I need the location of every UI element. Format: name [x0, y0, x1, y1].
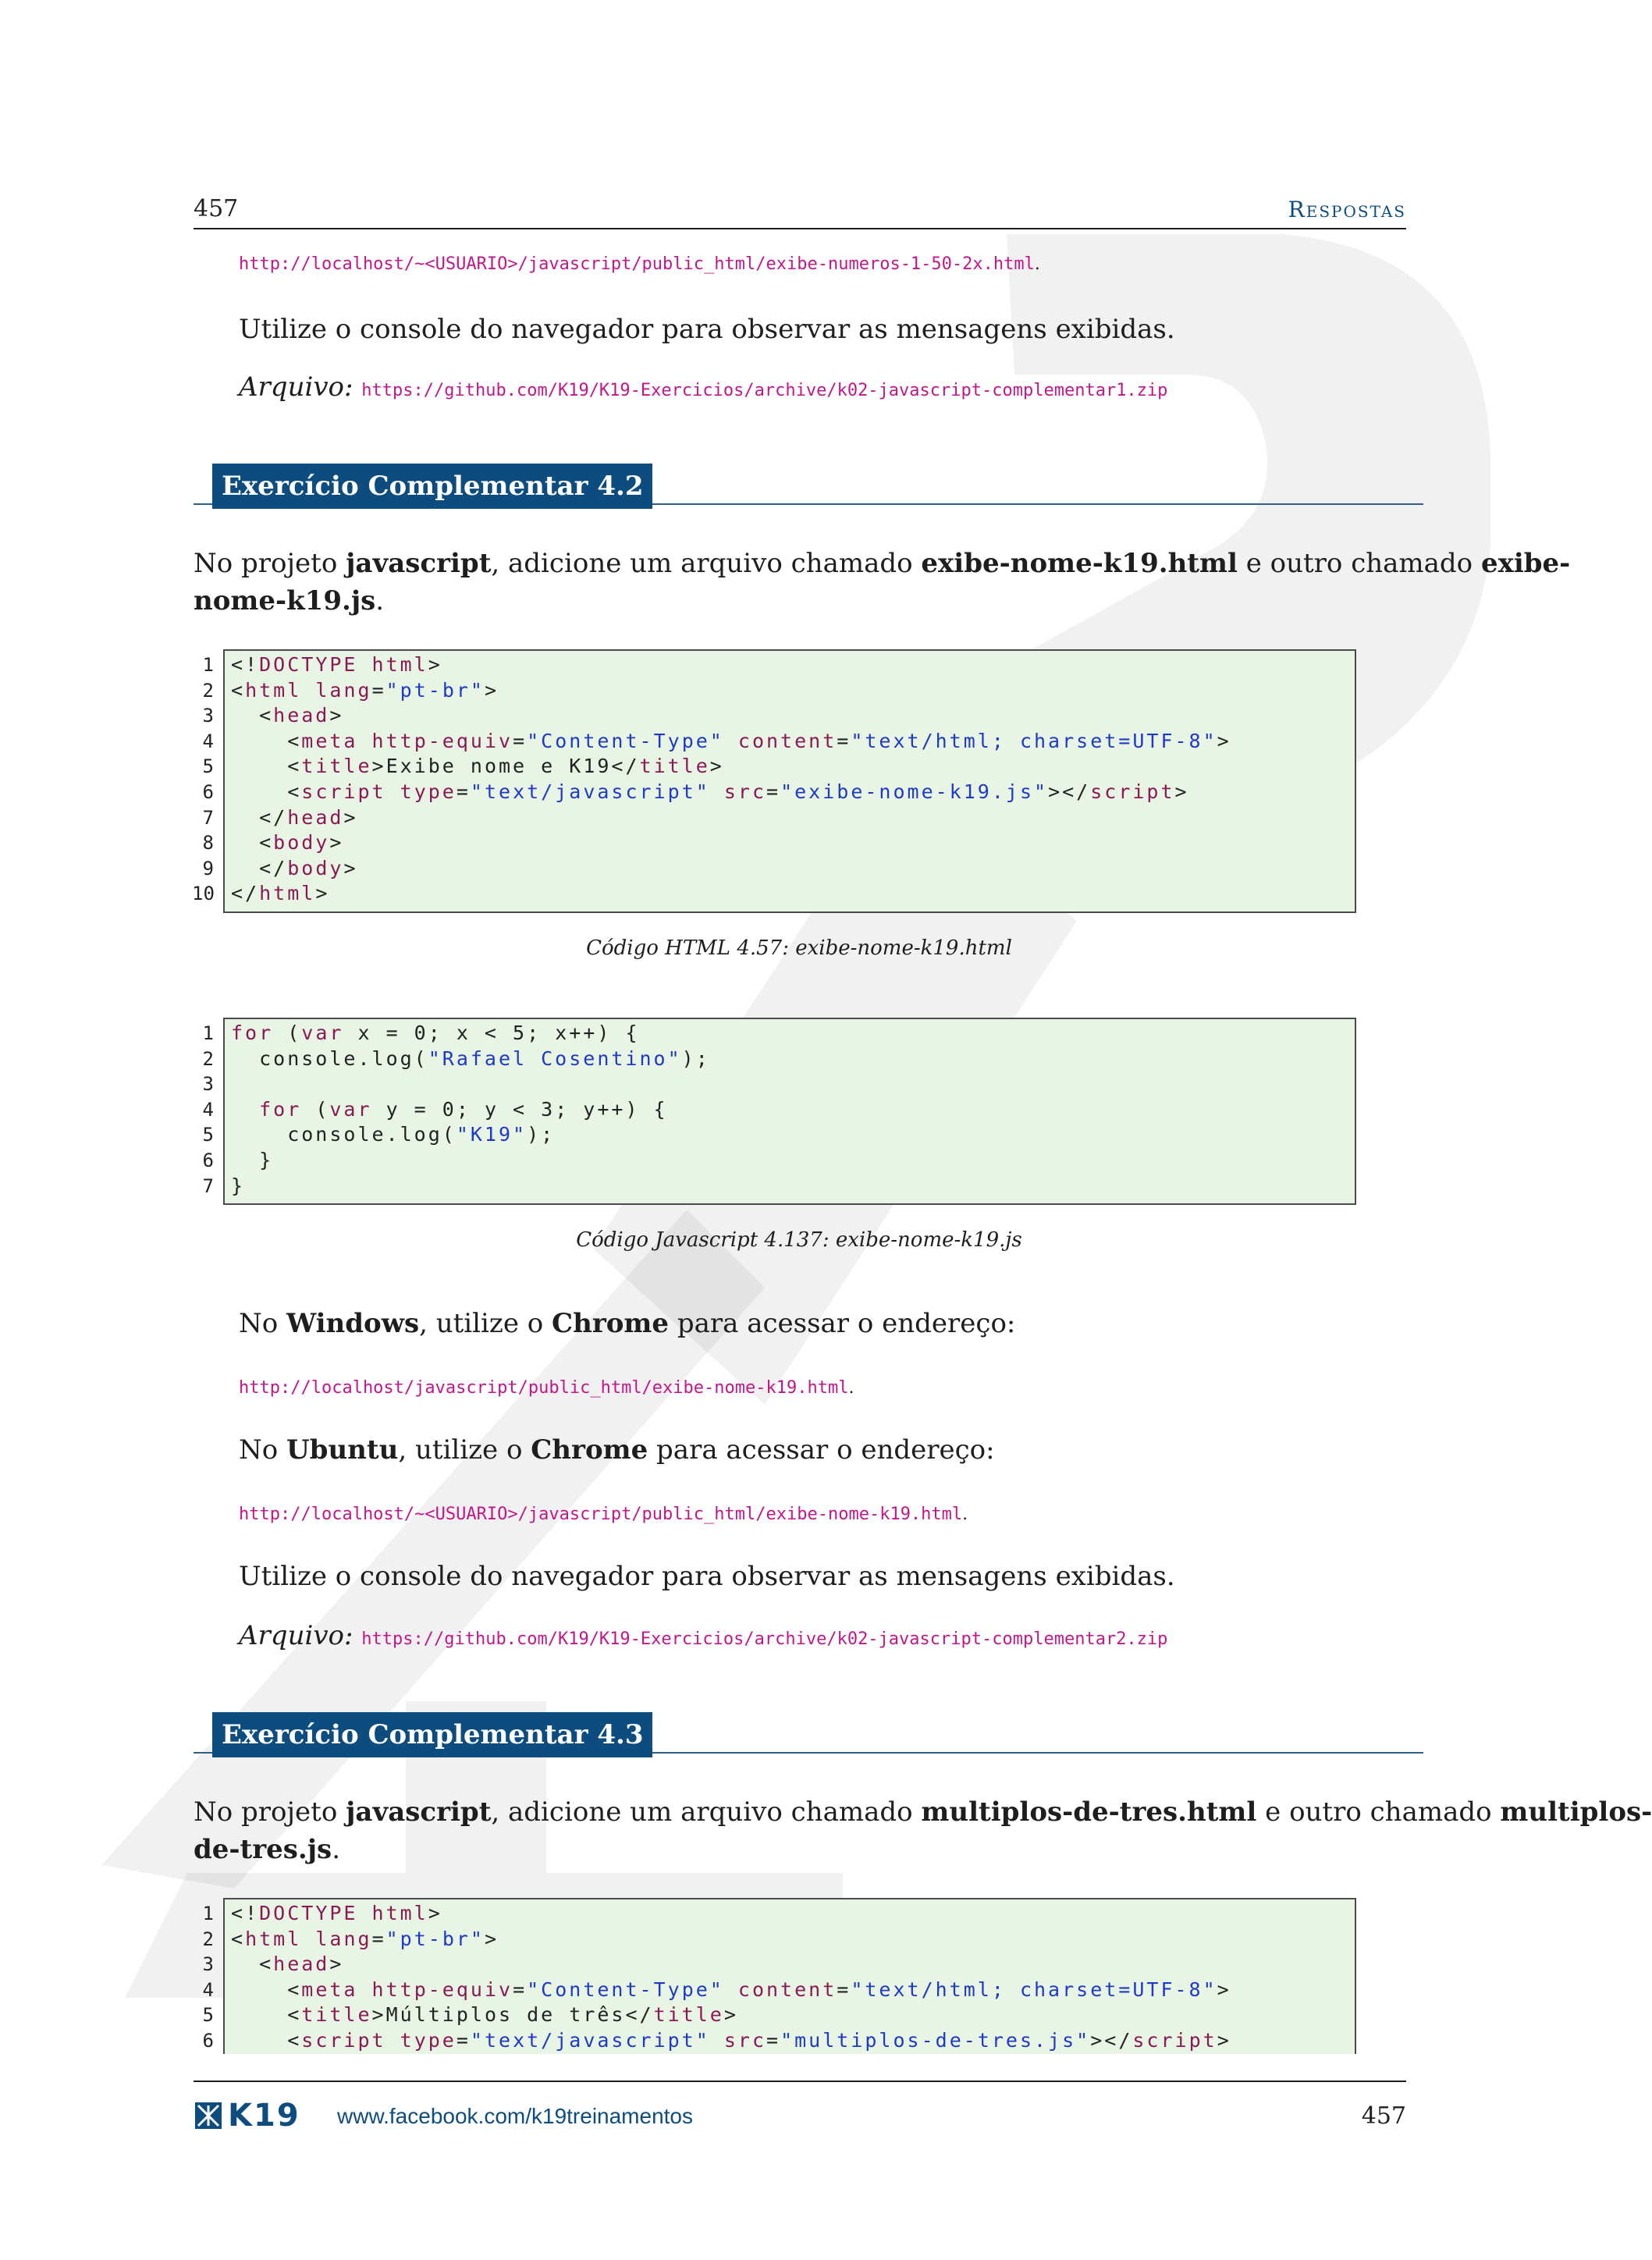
text: No projeto	[194, 1796, 346, 1828]
footer-rule	[194, 2081, 1406, 2082]
code-line-number: 4	[202, 730, 214, 752]
code-text: <	[231, 1953, 274, 1976]
code-line-number: 5	[202, 2004, 214, 2027]
file-name-js-part2: de-tres.js	[194, 1834, 332, 1865]
windows-url-line	[239, 1378, 854, 1398]
code-text: <	[231, 1978, 302, 2001]
code-string: "text/javascript"	[470, 780, 710, 803]
code-text: <	[231, 729, 302, 752]
code-line	[231, 780, 1189, 805]
code-text: >Múltiplos de três</	[371, 2003, 654, 2027]
code-keyword: html	[245, 1927, 302, 1950]
code-text	[386, 2029, 400, 2052]
code-text: >	[329, 1953, 344, 1976]
code-text: =	[371, 1927, 386, 1950]
code-keyword: html	[371, 653, 428, 676]
code-line	[231, 2028, 1231, 2053]
code-keyword: title	[653, 2003, 724, 2027]
intro-url-line	[239, 254, 1040, 274]
code-keyword: DOCTYPE	[259, 653, 358, 676]
code-keyword: var	[301, 1022, 344, 1044]
text: para acessar o endereço:	[669, 1308, 1016, 1339]
code-line	[231, 652, 442, 677]
url-suffix: .	[962, 1505, 968, 1524]
code-text: =	[837, 729, 851, 752]
section-42-paragraph-line2	[194, 582, 1570, 620]
code-keyword: type	[400, 2029, 457, 2052]
code-keyword: head	[287, 805, 344, 829]
code-line-number: 6	[202, 781, 214, 803]
intro-console-text: Utilize o console do navegador para observar as mensagens exibidas.	[239, 314, 1175, 345]
project-name: javascript	[346, 1796, 492, 1828]
text: No	[239, 1434, 287, 1466]
text: e outro chamado	[1256, 1796, 1501, 1828]
code-text: y = 0; y < 3; y++) {	[371, 1097, 668, 1121]
section-42-paragraph	[194, 545, 1570, 620]
code-string: "pt-br"	[385, 678, 485, 702]
code-keyword: body	[273, 831, 330, 855]
footer-page-number: 457	[1361, 2102, 1406, 2130]
code-text	[357, 653, 371, 676]
code-text: =	[456, 780, 471, 803]
code-text: );	[681, 1046, 710, 1070]
intro-url[interactable]: http://localhost/~<USUARIO>/javascript/public_html/exibe-numeros-1-50-2x.html	[239, 254, 1035, 274]
browser-name: Chrome	[552, 1308, 670, 1339]
code-js1-caption: Código Javascript 4.137: exibe-nome-k19.js	[576, 1228, 1022, 1252]
code-text	[357, 730, 371, 752]
code-text	[724, 1978, 738, 2001]
code-keyword: head	[273, 704, 330, 727]
code-text: >	[709, 755, 724, 778]
code-line	[231, 1021, 640, 1046]
footer-url[interactable]: www.facebook.com/k19treinamentos	[337, 2104, 693, 2128]
text: No projeto	[194, 548, 346, 579]
code-line	[231, 1097, 668, 1122]
code-string: "Content-Type"	[527, 729, 724, 752]
intro-arquivo-url[interactable]: https://github.com/K19/K19-Exercicios/archive/k02-javascript-complementar1.zip	[361, 381, 1168, 400]
code-keyword: script	[1090, 780, 1175, 803]
code-text	[710, 2029, 724, 2052]
code-line	[231, 805, 358, 830]
code-text: <	[231, 704, 274, 727]
code-line-number: 6	[202, 2030, 214, 2052]
code-line	[231, 2002, 738, 2027]
code-text	[301, 679, 315, 702]
code-keyword: src	[723, 780, 767, 803]
code-line	[231, 1148, 273, 1173]
code-line-number: 4	[202, 1098, 214, 1121]
os-name: Windows	[286, 1308, 420, 1339]
code-text: (	[301, 1097, 330, 1121]
code-html1-caption: Código HTML 4.57: exibe-nome-k19.html	[586, 936, 1012, 960]
code-text: x = 0; x < 5; x++) {	[343, 1022, 640, 1044]
code-keyword: head	[273, 1953, 330, 1976]
section-42-title: Exercício Complementar 4.2	[212, 464, 652, 509]
code-line-number: 2	[202, 1928, 214, 1950]
code-line	[231, 881, 329, 906]
section-42-paragraph-line1	[194, 545, 1570, 582]
text: .	[375, 585, 385, 617]
code-line	[231, 1901, 442, 1926]
code-text: </	[231, 805, 288, 829]
code-text: >	[723, 2003, 738, 2027]
header-page-number: 457	[194, 195, 239, 222]
code-keyword: html	[371, 1902, 428, 1924]
code-html1-block	[223, 649, 1356, 913]
code-line-number: 3	[202, 1953, 214, 1976]
code-line-number: 2	[202, 679, 214, 702]
code-keyword: script	[301, 780, 386, 803]
code-text: <	[231, 755, 302, 778]
code-text	[357, 1978, 371, 2001]
code-text: <	[231, 2003, 302, 2027]
code-keyword: for	[259, 1097, 302, 1121]
code-js1-block	[223, 1018, 1356, 1205]
code-line-number: 5	[202, 1124, 214, 1146]
code-line-number: 3	[202, 1073, 214, 1096]
code-string: "text/javascript"	[470, 2029, 710, 2052]
ubuntu-instruction	[239, 1431, 995, 1469]
code-text: >	[484, 678, 499, 702]
code-text: >	[329, 831, 344, 855]
section-43-title: Exercício Complementar 4.3	[212, 1712, 652, 1757]
code-text: >	[1217, 2029, 1231, 2052]
code-line-number: 10	[192, 883, 215, 905]
section-42-arquivo-label: Arquivo:	[239, 1620, 353, 1651]
code-string: "text/html; charset=UTF-8"	[851, 729, 1217, 752]
footer-logo	[195, 2098, 300, 2134]
code-keyword: content	[737, 729, 837, 752]
code-line-number: 6	[202, 1150, 214, 1171]
code-line	[231, 1174, 245, 1199]
code-line	[231, 678, 499, 703]
text: , adicione um arquivo chamado	[491, 1796, 922, 1828]
code-line-number: 1	[202, 1022, 214, 1044]
code-text: >	[428, 653, 442, 676]
code-keyword: lang	[315, 1927, 372, 1950]
code-text	[724, 730, 738, 752]
section-42-arquivo-line	[239, 1617, 1167, 1658]
code-line-number: 2	[202, 1047, 214, 1070]
code-line-number: 8	[202, 832, 214, 855]
code-line	[231, 754, 724, 779]
code-text: =	[837, 1978, 851, 2001]
code-line	[231, 1952, 343, 1977]
code-text: >	[428, 1902, 442, 1924]
code-string: "pt-br"	[385, 1927, 485, 1950]
code-string: "Content-Type"	[527, 1978, 724, 2001]
code-line-number: 1	[202, 654, 214, 676]
code-text: <!	[231, 1902, 260, 1924]
code-text: =	[371, 678, 386, 702]
code-keyword: DOCTYPE	[259, 1902, 358, 1924]
project-name: javascript	[346, 548, 492, 579]
section-43-paragraph-line2	[194, 1831, 1652, 1868]
code-keyword: var	[329, 1097, 372, 1121]
code-keyword: html	[259, 882, 316, 905]
code-text: }	[231, 1149, 274, 1171]
code-text: >	[484, 1927, 499, 1950]
header-section-title: Respostas	[1288, 197, 1406, 222]
file-name-html: exibe-nome-k19.html	[921, 548, 1238, 579]
code-keyword: body	[287, 856, 344, 879]
code-line	[231, 1046, 710, 1071]
code-text: <	[231, 2029, 302, 2052]
code-text: >	[329, 704, 344, 727]
code-keyword: title	[301, 755, 372, 778]
windows-instruction	[239, 1305, 1015, 1342]
code-line-number: 3	[202, 705, 214, 727]
code-string: "multiplos-de-tres.js"	[780, 2029, 1091, 2052]
code-text	[357, 1902, 371, 1924]
code-line-number: 5	[202, 755, 214, 778]
code-text: </	[231, 856, 288, 879]
code-line-number: 7	[202, 1174, 214, 1197]
section-42-arquivo-url[interactable]: https://github.com/K19/K19-Exercicios/archive/k02-javascript-complementar2.zip	[361, 1629, 1168, 1649]
code-text: console.log(	[231, 1046, 428, 1070]
code-text: ></	[1048, 780, 1091, 803]
code-text: <	[231, 780, 302, 803]
code-string: "Rafael Cosentino"	[428, 1046, 682, 1070]
code-string: "text/html; charset=UTF-8"	[851, 1978, 1217, 2001]
file-name-html: multiplos-de-tres.html	[921, 1796, 1257, 1828]
code-text: >	[1217, 1978, 1231, 2001]
code-text: }	[231, 1174, 246, 1197]
code-keyword: src	[723, 2029, 767, 2052]
code-string: "exibe-nome-k19.js"	[780, 780, 1049, 803]
code-text: =	[456, 2029, 471, 2052]
code-html2-block	[223, 1898, 1356, 2054]
text: , utilize o	[398, 1434, 531, 1466]
code-keyword: type	[400, 780, 457, 803]
code-text: =	[513, 729, 528, 752]
file-name-js-part2: nome-k19.js	[194, 585, 376, 617]
text: , adicione um arquivo chamado	[491, 548, 922, 579]
code-line-number: 9	[202, 857, 214, 879]
section-43-paragraph	[194, 1793, 1652, 1868]
code-text: <	[231, 831, 274, 855]
section-43-paragraph-line1	[194, 1793, 1652, 1831]
k19-logo-icon	[195, 2102, 222, 2129]
code-keyword: script	[1132, 2029, 1217, 2052]
code-line	[231, 830, 343, 855]
file-name-js-part1: exibe-	[1480, 548, 1571, 579]
os-name: Ubuntu	[286, 1434, 399, 1466]
code-line	[231, 703, 343, 728]
code-text: >	[1174, 780, 1189, 803]
k19-logo-text: K19	[228, 2098, 300, 2134]
intro-url-suffix: .	[1034, 254, 1040, 274]
url-suffix: .	[848, 1378, 854, 1398]
code-text: <	[231, 678, 246, 702]
code-text: console.log(	[231, 1123, 457, 1146]
text: No	[239, 1308, 287, 1339]
code-text: =	[766, 2029, 781, 2052]
text: .	[332, 1834, 341, 1865]
code-text: );	[527, 1123, 556, 1146]
code-text: >	[315, 882, 330, 905]
code-text: ></	[1090, 2029, 1133, 2052]
code-line	[231, 1978, 1231, 2002]
section-42-console-text: Utilize o console do navegador para observar as mensagens exibidas.	[239, 1561, 1175, 1592]
code-text: =	[513, 1978, 528, 2001]
code-keyword: http-equiv	[371, 729, 513, 752]
code-text	[710, 780, 724, 803]
code-text	[301, 1928, 315, 1950]
code-keyword: title	[301, 2003, 372, 2027]
ubuntu-url-line	[239, 1505, 968, 1524]
header-rule	[194, 228, 1406, 229]
code-line	[231, 856, 358, 881]
code-line-number: 1	[202, 1903, 214, 1924]
code-text: (	[273, 1022, 302, 1044]
intro-arquivo-label: Arquivo:	[239, 371, 353, 403]
code-line-number: 7	[202, 806, 214, 829]
code-line	[231, 729, 1231, 754]
code-keyword: meta	[301, 1978, 358, 2001]
code-keyword: content	[737, 1978, 837, 2001]
code-keyword: http-equiv	[371, 1978, 513, 2001]
windows-url[interactable]: http://localhost/javascript/public_html/exibe-nome-k19.html	[239, 1378, 849, 1398]
code-text: >	[1217, 729, 1231, 752]
code-string: "K19"	[456, 1123, 528, 1146]
code-text: >	[343, 856, 358, 879]
code-keyword: for	[231, 1022, 274, 1044]
code-keyword: lang	[315, 678, 372, 702]
code-line	[231, 1927, 499, 1952]
intro-arquivo-line	[239, 368, 1167, 410]
code-keyword: script	[301, 2029, 386, 2052]
ubuntu-url[interactable]: http://localhost/~<USUARIO>/javascript/public_html/exibe-nome-k19.html	[239, 1505, 963, 1524]
text: e outro chamado	[1237, 548, 1481, 579]
code-text	[386, 780, 400, 803]
code-text	[231, 1098, 259, 1121]
code-text: >	[343, 805, 358, 829]
code-text: <	[231, 1927, 246, 1950]
code-text: <!	[231, 653, 260, 676]
code-line-number: 4	[202, 1978, 214, 2001]
code-line	[231, 1122, 555, 1147]
code-text: =	[766, 780, 781, 803]
text: para acessar o endereço:	[648, 1434, 995, 1466]
text: , utilize o	[419, 1308, 552, 1339]
code-keyword: meta	[301, 729, 358, 752]
code-text: >Exibe nome e K19</	[371, 755, 640, 778]
code-text: </	[231, 882, 260, 905]
code-keyword: html	[245, 678, 302, 702]
browser-name: Chrome	[531, 1434, 648, 1466]
code-keyword: title	[639, 755, 710, 778]
file-name-js-part1: multiplos-	[1500, 1796, 1652, 1828]
